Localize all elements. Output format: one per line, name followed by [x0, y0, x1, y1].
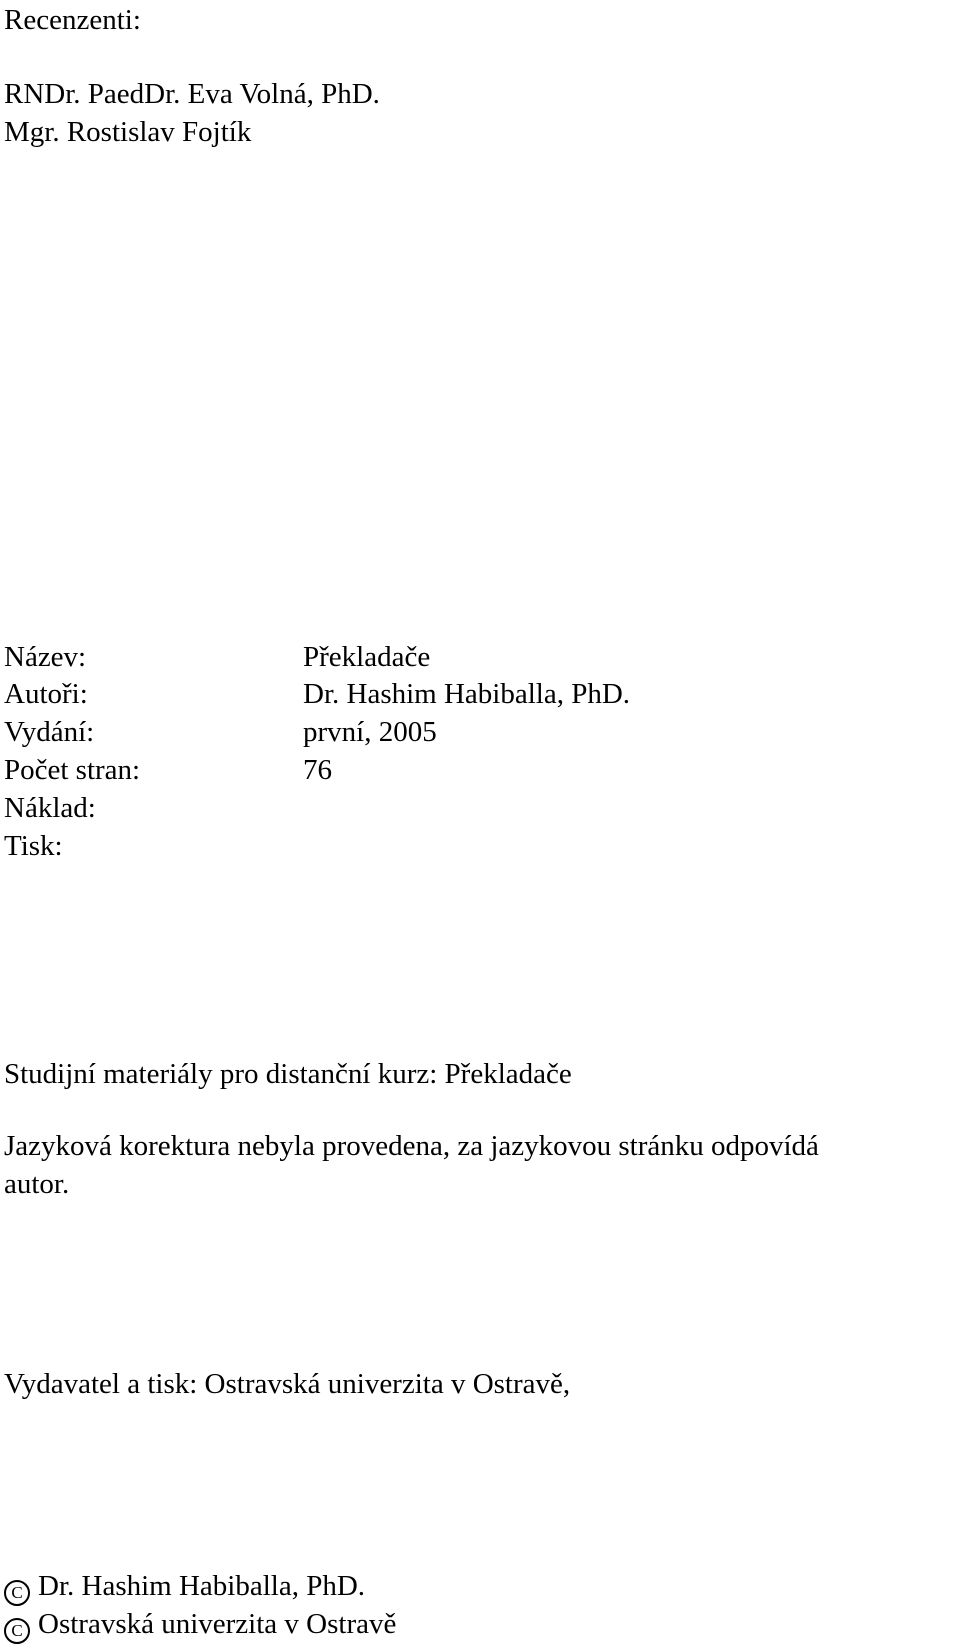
info-value-authors: Dr. Hashim Habiballa, PhD.: [303, 678, 631, 710]
copyright-holder: Ostravská univerzita v Ostravě: [38, 1608, 397, 1640]
info-label-authors: Autoři:: [4, 678, 88, 710]
info-value-edition: první, 2005: [303, 716, 437, 748]
copyright-icon: C: [4, 1580, 30, 1606]
reviewer-name: RNDr. PaedDr. Eva Volná, PhD.: [4, 78, 380, 110]
copyright-line: [4, 1572, 365, 1606]
publisher-line: Vydavatel a tisk: Ostravská univerzita v Ostravě,: [4, 1368, 571, 1400]
study-materials-line: Studijní materiály pro distanční kurz: Překladače: [4, 1058, 572, 1090]
info-label-pages: Počet stran:: [4, 754, 141, 786]
info-label-edition: Vydání:: [4, 716, 95, 748]
copyright-line: [4, 1610, 396, 1644]
reviewers-heading: Recenzenti:: [4, 4, 141, 36]
info-value-pages: 76: [303, 754, 332, 786]
info-label-print: Tisk:: [4, 830, 63, 862]
copyright-holder: Dr. Hashim Habiballa, PhD.: [38, 1570, 366, 1602]
info-label-title: Název:: [4, 641, 87, 673]
info-label-print-run: Náklad:: [4, 792, 96, 824]
copyright-icon: C: [4, 1618, 30, 1644]
reviewer-name: Mgr. Rostislav Fojtík: [4, 116, 252, 148]
proofreading-note: Jazyková korektura nebyla provedena, za jazykovou stránku odpovídá: [4, 1130, 819, 1162]
info-value-title: Překladače: [303, 641, 431, 673]
proofreading-note-continued: autor.: [4, 1168, 70, 1200]
